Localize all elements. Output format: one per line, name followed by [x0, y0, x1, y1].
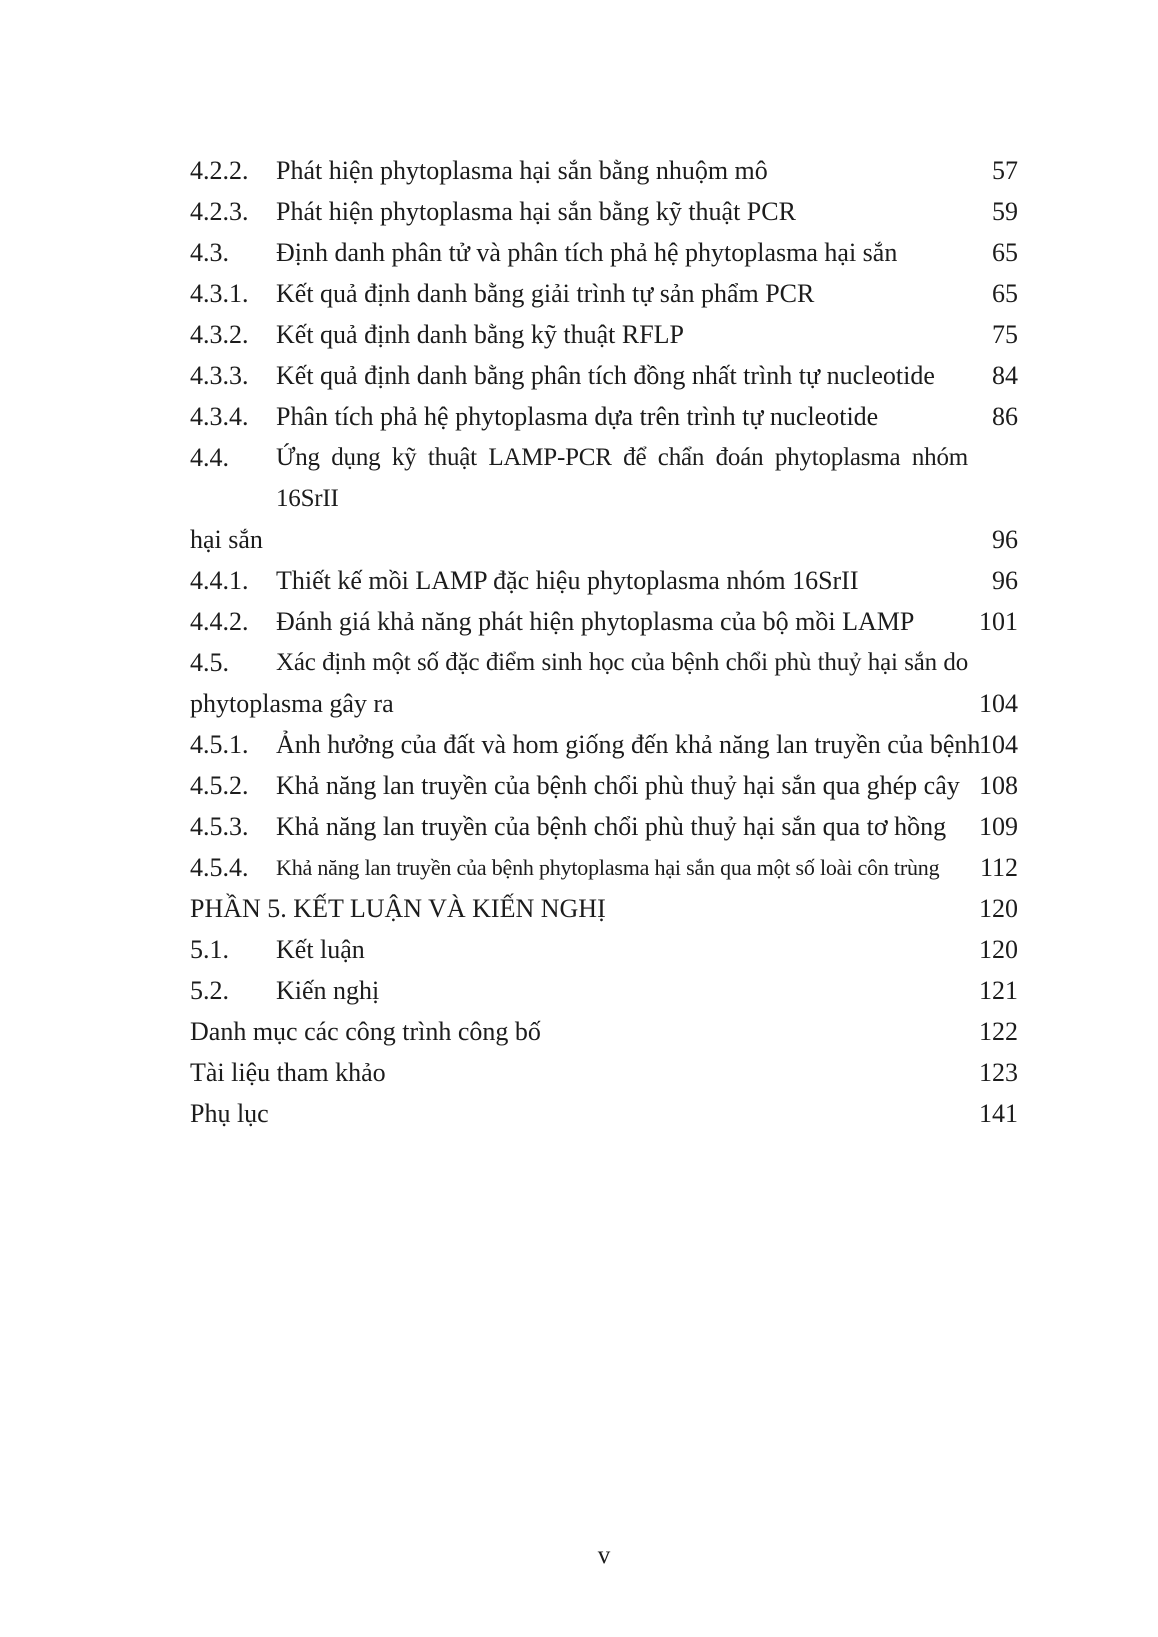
page-number: 65 — [992, 279, 1018, 308]
section-number: 4.5.1. — [190, 730, 249, 759]
section-number: 4.3.4. — [190, 402, 249, 431]
section-number: 4.2.2. — [190, 156, 249, 185]
section-title: Phát hiện phytoplasma hại sắn bằng nhuộm mô — [276, 156, 768, 185]
toc-entry — [190, 1011, 1018, 1052]
section-title: Thiết kế mồi LAMP đặc hiệu phytoplasma nhóm 16SrII — [276, 566, 859, 595]
section-number: 4.3. — [190, 238, 229, 267]
page-number: 84 — [992, 361, 1018, 390]
page-footer — [190, 1542, 1018, 1570]
page-number: 122 — [979, 1017, 1018, 1046]
section-title: Kết quả định danh bằng giải trình tự sản phẩm PCR — [276, 279, 815, 308]
toc-entry — [190, 765, 1018, 806]
toc-entry — [190, 888, 1018, 929]
toc-entry — [190, 355, 1018, 396]
section-number: 4.4.1. — [190, 566, 249, 595]
section-number: 4.5.2. — [190, 771, 249, 800]
page-number: 123 — [979, 1058, 1018, 1087]
toc-entry — [190, 560, 1018, 601]
page-number: 104 — [979, 730, 1018, 759]
table-of-contents — [190, 150, 1018, 1134]
section-number: 4.5.4. — [190, 853, 249, 882]
page-number: 75 — [992, 320, 1018, 349]
section-title: hại sắn — [190, 525, 263, 554]
section-title: Tài liệu tham khảo — [190, 1058, 386, 1087]
section-number: 4.5. — [190, 648, 229, 677]
toc-entry — [190, 150, 1018, 191]
page-number: 96 — [992, 525, 1018, 554]
toc-entry — [190, 396, 1018, 437]
page-number: 59 — [992, 197, 1018, 226]
page-number-marker: v — [597, 1542, 611, 1569]
section-title: phytoplasma gây ra — [190, 689, 394, 718]
section-title: Kết luận — [276, 935, 365, 964]
toc-entry — [190, 970, 1018, 1011]
toc-entry — [190, 314, 1018, 355]
page-number: 112 — [979, 853, 1018, 882]
section-number: 4.2.3. — [190, 197, 249, 226]
toc-entry — [190, 232, 1018, 273]
page-number: 108 — [979, 771, 1018, 800]
page-number: 65 — [992, 238, 1018, 267]
toc-entry — [190, 601, 1018, 642]
section-number: 4.3.2. — [190, 320, 249, 349]
section-title: Kết quả định danh bằng kỹ thuật RFLP — [276, 320, 685, 349]
page-number: 109 — [979, 812, 1018, 841]
section-title: Khả năng lan truyền của bệnh chổi phù thuỷ hại sắn qua tơ hồng — [276, 812, 947, 841]
section-number: 4.4.2. — [190, 607, 249, 636]
page-number: 86 — [992, 402, 1018, 431]
section-number: 5.2. — [190, 976, 229, 1005]
section-title: Phát hiện phytoplasma hại sắn bằng kỹ thuật PCR — [276, 197, 796, 226]
page-number: 120 — [979, 935, 1018, 964]
toc-entry — [190, 724, 1018, 765]
toc-entry — [190, 847, 1018, 888]
page-number: 101 — [979, 607, 1018, 636]
toc-entry — [190, 519, 1018, 560]
section-title: Khả năng lan truyền của bệnh phytoplasma hại sắn qua một số loài côn trùng — [276, 855, 940, 880]
section-title: Định danh phân tử và phân tích phả hệ phytoplasma hại sắn — [276, 238, 898, 267]
toc-entry — [190, 683, 1018, 724]
toc-entry — [190, 806, 1018, 847]
toc-entry — [190, 437, 1018, 519]
section-title: PHẦN 5. KẾT LUẬN VÀ KIẾN NGHỊ — [190, 894, 606, 923]
page-number: 121 — [979, 976, 1018, 1005]
section-title: Kiến nghị — [276, 976, 380, 1005]
toc-entry — [190, 929, 1018, 970]
section-number: 4.3.3. — [190, 361, 249, 390]
section-title: Khả năng lan truyền của bệnh chổi phù thuỷ hại sắn qua ghép cây — [276, 771, 960, 800]
page-number: 104 — [979, 689, 1018, 718]
toc-entry — [190, 273, 1018, 314]
toc-entry — [190, 1093, 1018, 1134]
section-title: Ứng dụng kỹ thuật LAMP-PCR để chẩn đoán phytoplasma nhóm 16SrII — [276, 444, 968, 512]
section-number: 4.5.3. — [190, 812, 249, 841]
section-title: Kết quả định danh bằng phân tích đồng nhất trình tự nucleotide — [276, 361, 935, 390]
page-number: 57 — [992, 156, 1018, 185]
page-number: 141 — [979, 1099, 1018, 1128]
section-title: Ảnh hưởng của đất và hom giống đến khả năng lan truyền của bệnh — [276, 730, 981, 759]
page-number: 120 — [979, 894, 1018, 923]
section-number: 4.4. — [190, 443, 229, 472]
section-title: Phụ lục — [190, 1099, 269, 1128]
section-title: Phân tích phả hệ phytoplasma dựa trên trình tự nucleotide — [276, 402, 879, 431]
toc-entry — [190, 191, 1018, 232]
section-number: 5.1. — [190, 935, 229, 964]
toc-entry — [190, 642, 1018, 683]
toc-entry — [190, 1052, 1018, 1093]
section-number: 4.3.1. — [190, 279, 249, 308]
section-title: Xác định một số đặc điểm sinh học của bệnh chổi phù thuỷ hại sắn do — [276, 649, 968, 676]
section-title: Danh mục các công trình công bố — [190, 1017, 541, 1046]
section-title: Đánh giá khả năng phát hiện phytoplasma của bộ mồi LAMP — [276, 607, 915, 636]
page-number: 96 — [992, 566, 1018, 595]
